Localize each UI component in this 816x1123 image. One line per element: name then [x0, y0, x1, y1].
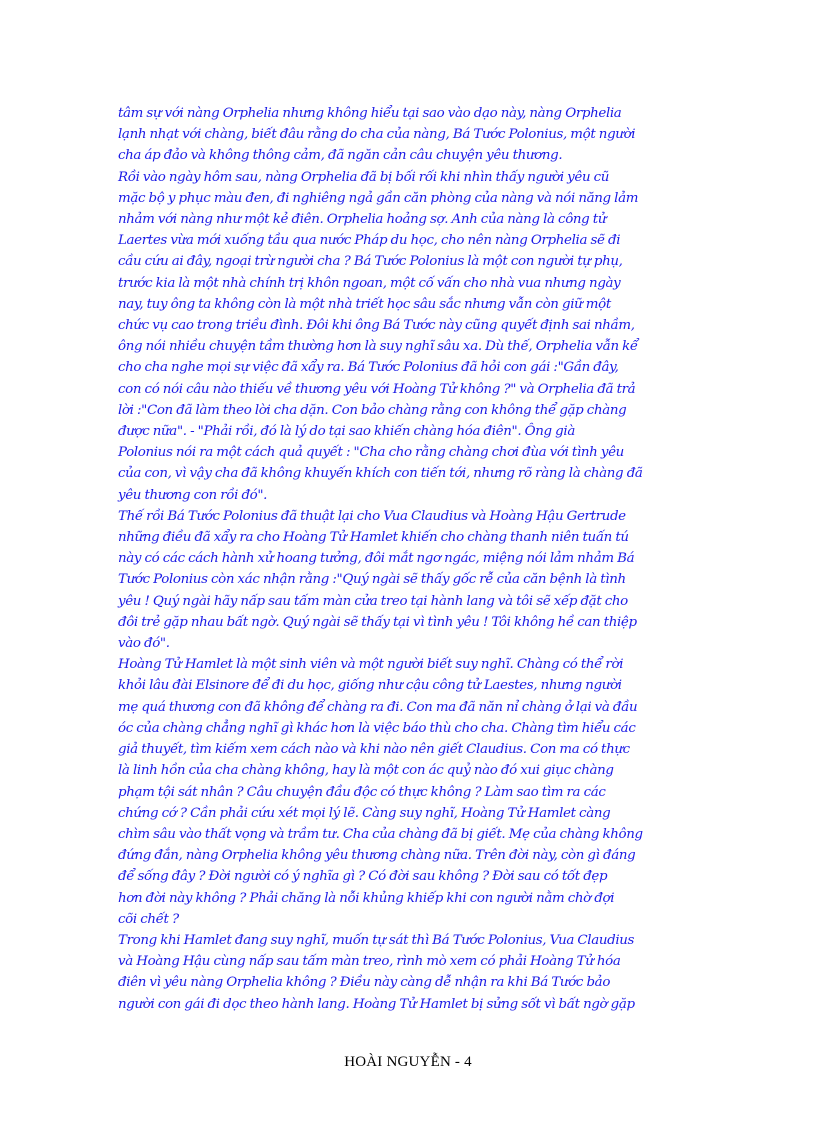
text-line: tâm sự với nàng Orphelia nhưng không hiểu tại sao vào dạo này, nàng Orphelia: [118, 106, 622, 121]
text-line: Polonius nói ra một cách quả quyết : "Cha cho rằng chàng chơi đùa với tình yêu: [118, 445, 624, 461]
text-line: để sống đây ? Đời người có ý nghĩa gì ? Có đời sau không ? Đời sau có tốt đẹp: [118, 869, 608, 885]
text-line: Rồi vào ngày hôm sau, nàng Orphelia đã bị bối rối khi nhìn thấy người yêu cũ: [118, 169, 610, 185]
text-line: chức vụ cao trong triều đình. Đôi khi ông Bá Tước này cũng quyết định sai nhầm,: [118, 318, 635, 334]
text-line: Hoàng Tử Hamlet là một sinh viên và một người biết suy nghĩ. Chàng có thể rời: [118, 657, 624, 673]
text-line: cõi chết ?: [118, 911, 179, 927]
text-line: Laertes vừa mới xuống tầu qua nước Pháp du học, cho nên nàng Orphelia sẽ đi: [118, 233, 621, 249]
text-line: nhảm với nàng như một kẻ điên. Orphelia hoảng sợ. Anh của nàng là công tử: [118, 212, 607, 228]
text-line: đôi trẻ gặp nhau bất ngờ. Quý ngài sẽ thấy tại vì tình yêu ! Tôi không hề can thiệp: [118, 614, 637, 630]
text-line: óc của chàng chẳng nghĩ gì khác hơn là việc báo thù cho cha. Chàng tìm hiểu các: [118, 720, 636, 736]
text-line: Trong khi Hamlet đang suy nghĩ, muốn tự sát thì Bá Tước Polonius, Vua Claudius: [118, 932, 635, 948]
text-line: lạnh nhạt với chàng, biết đâu rằng do cha của nàng, Bá Tước Polonius, một người: [118, 127, 636, 143]
text-line: mẹ quá thương con đã không để chàng ra đi. Con ma đã năn nỉ chàng ở lại và đầu: [118, 699, 638, 715]
text-line: con có nói câu nào thiếu về thương yêu với Hoàng Tử không ?" và Orphelia đã trả: [118, 381, 636, 397]
page-footer: HOÀI NGUYỄN - 4: [344, 1054, 472, 1070]
text-line: cầu cứu ai đây, ngoại trừ người cha ? Bá Tước Polonius là một con người tự phụ,: [118, 254, 623, 270]
text-line: và Hoàng Hậu cùng nấp sau tấm màn treo, rình mò xem có phải Hoàng Tử hóa: [118, 954, 621, 970]
text-line: nay, tuy ông ta không còn là một nhà triết học sâu sắc nhưng vẫn còn giữ một: [118, 296, 611, 312]
text-line: cha áp đảo và không thông cảm, đã ngăn cản câu chuyện yêu thương.: [118, 148, 563, 164]
text-line: lời :"Con đã làm theo lời cha dặn. Con bảo chàng rằng con không thể gặp chàng: [118, 402, 627, 418]
text-line: là linh hồn của cha chàng không, hay là một con ác quỷ nào đó xui giục chàng: [118, 763, 614, 779]
text-line: trước kia là một nhà chính trị khôn ngoan, một cố vấn cho nhà vua nhưng ngày: [118, 275, 621, 291]
text-line: này có các cách hành xử hoang tưởng, đôi mắt ngơ ngác, miệng nói lảm nhảm Bá: [118, 551, 635, 567]
text-line: người con gái đi dọc theo hành lang. Hoàng Tử Hamlet bị sửng sốt vì bất ngờ gặp: [118, 996, 635, 1012]
text-line: Tước Polonius còn xác nhận rằng :"Quý ngài sẽ thấy gốc rễ của căn bệnh là tình: [118, 572, 626, 588]
text-line: khỏi lâu đài Elsinore để đi du học, giống như cậu công tử Laestes, nhưng người: [118, 678, 622, 694]
text-line: điên vì yêu nàng Orphelia không ? Điều này càng dễ nhận ra khi Bá Tước bảo: [118, 975, 611, 991]
text-line: chìm sâu vào thất vọng và trầm tư. Cha của chàng đã bị giết. Mẹ của chàng không: [118, 826, 643, 842]
text-line: đứng đắn, nàng Orphelia không yêu thương chàng nữa. Trên đời này, còn gì đáng: [118, 848, 636, 864]
text-line: chứng cớ ? Cần phải cứu xét mọi lý lẽ. Càng suy nghĩ, Hoàng Tử Hamlet càng: [118, 805, 611, 821]
text-line: giả thuyết, tìm kiếm xem cách nào và khi nào nên giết Claudius. Con ma có thực: [118, 742, 630, 758]
text-line: được nữa". - "Phải rồi, đó là lý do tại sao khiến chàng hóa điên". Ông già: [118, 424, 575, 440]
text-line: yêu ! Quý ngài hãy nấp sau tấm màn cửa treo tại hành lang và tôi sẽ xếp đặt cho: [118, 593, 628, 609]
text-line: mặc bộ y phục màu đen, đi nghiêng ngả gần căn phòng của nàng và nói năng lảm: [118, 190, 639, 206]
text-line: cho cha nghe mọi sự việc đã xẩy ra. Bá Tước Polonius đã hỏi con gái :"Gần đây,: [118, 360, 619, 376]
text-line: ông nói nhiều chuyện tầm thường hơn là suy nghĩ sâu xa. Dù thế, Orphelia vẫn kể: [118, 339, 638, 355]
text-line: yêu thương con rồi đó".: [118, 487, 268, 503]
text-line: vào đó".: [118, 636, 170, 652]
text-line: phạm tội sát nhân ? Câu chuyện đầu độc có thực không ? Làm sao tìm ra các: [118, 784, 606, 800]
body-text: [118, 103, 700, 1015]
text-line: Thế rồi Bá Tước Polonius đã thuật lại cho Vua Claudius và Hoàng Hậu Gertrude: [118, 508, 626, 524]
text-line: của con, vì vậy cha đã không khuyến khích con tiến tới, nhưng rõ ràng là chàng đã: [118, 466, 643, 482]
text-line: hơn đời này không ? Phải chăng là nỗi khủng khiếp khi con người nằm chờ đợi: [118, 890, 615, 906]
text-line: những điều đã xẩy ra cho Hoàng Tử Hamlet khiến cho chàng thanh niên tuấn tú: [118, 530, 629, 546]
